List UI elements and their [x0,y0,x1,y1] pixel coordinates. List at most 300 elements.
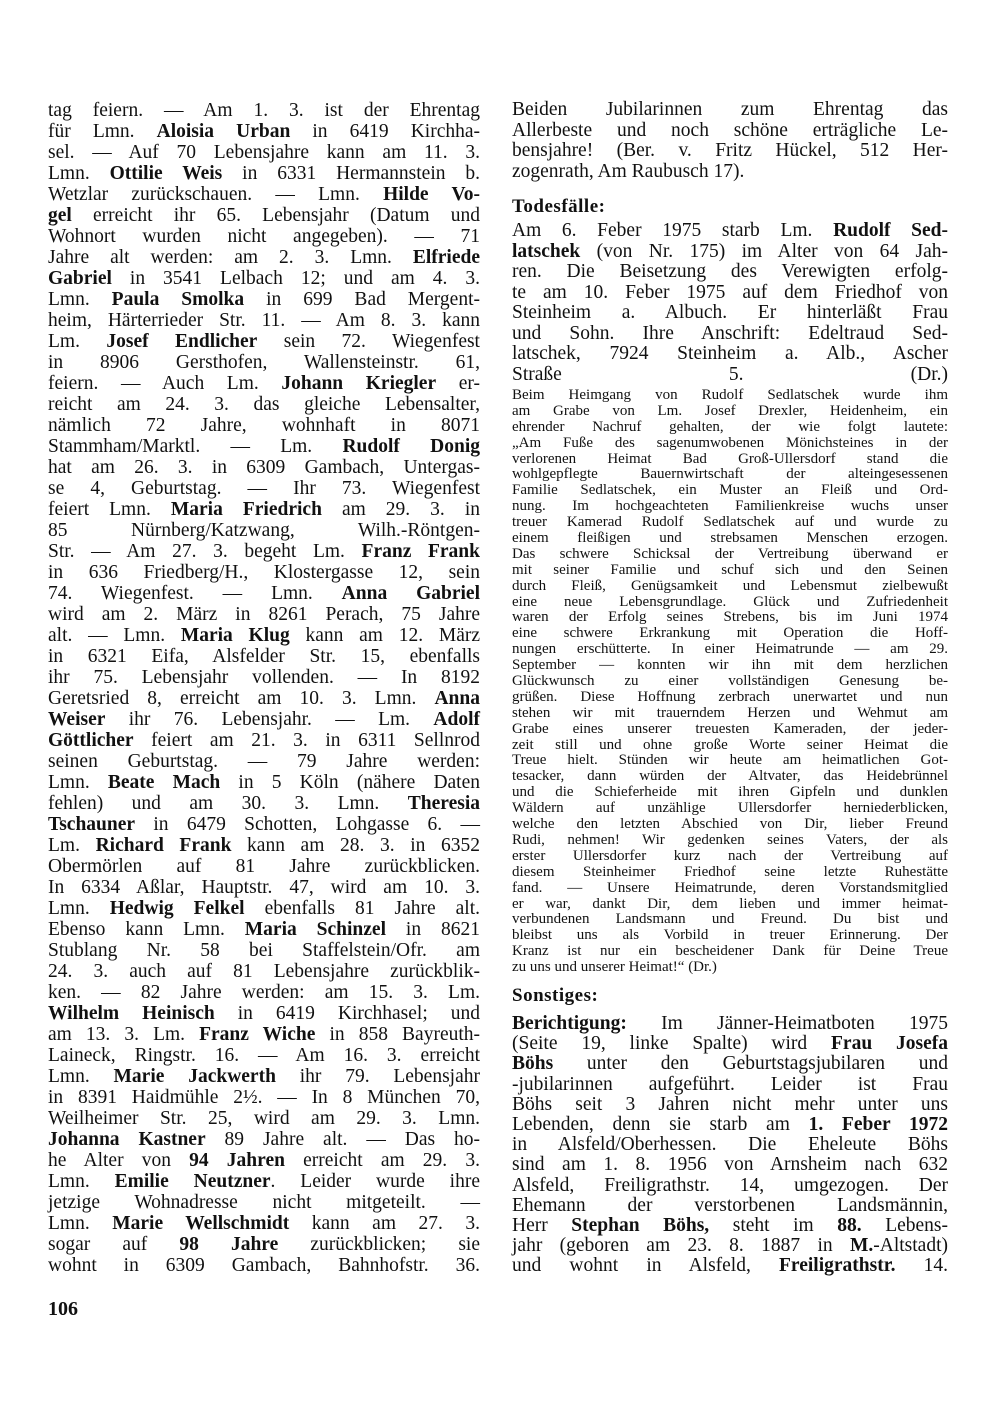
text-run: (von Nr. 175) im Alter von 64 Jah- [580,240,948,262]
bold-name: Maria Schinzel [244,919,386,940]
text-line [512,960,948,976]
text-line [48,394,480,415]
text-run: erster Ullersdorfer kurz nach der Vertreibung auf [512,847,948,864]
text-line [48,1045,480,1066]
text-run: Allerbeste und noch schöne erträgliche Le- [512,119,948,141]
text-line [48,121,480,142]
text-line [512,515,948,531]
text-run: feiert Lmn. [48,499,171,520]
text-line [48,562,480,583]
text-line [512,674,948,690]
text-run: sind am 1. 8. 1956 von Arnsheim nach 632 [512,1154,948,1176]
text-run: fehlen) und am 30. 3. Lmn. [48,793,408,814]
text-line [512,221,948,242]
text-run: Ebenso kann Lmn. [48,919,245,940]
text-line [512,912,948,928]
closing-wishes-paragraph [512,100,948,182]
text-line [48,268,480,289]
bold-name: Emilie Neutzner [114,1171,271,1192]
text-line [48,1171,480,1192]
bold-name: Wilhelm Heinisch [48,1003,215,1024]
text-line [512,722,948,738]
text-line [512,547,948,563]
text-run: in 6321 Eifa, Alsfelder Str. 15, ebenfalls [48,646,480,667]
text-run: Lmn. [48,898,110,919]
text-line [512,324,948,345]
text-run: diesem Steinheimer Friedhof seine letzte Ruhestätte [512,863,948,880]
bold-name: 1. Feber 1972 [808,1113,949,1135]
text-run: Lmn. [48,1171,115,1192]
text-run: feiert am 21. 3. in 6311 Sellnrod [133,730,480,751]
bold-name: Adolf [433,709,480,730]
bold-name: Marie Jackwerth [113,1066,276,1087]
text-run: in 636 Friedberg/H., Klostergasse 12, sein [48,562,480,583]
text-line [512,1155,948,1175]
text-run: kann am 28. 3. in 6352 [231,835,480,856]
text-run: Obermörlen auf 81 Jahre zurückblicken. [48,856,480,877]
text-line [512,563,948,579]
text-run: Beiden Jubilarinnen zum Ehrentag das [512,99,948,120]
text-line [512,404,948,420]
text-line [512,1176,948,1196]
text-run: Steinheim a. Albuch. Er hinterläßt Frau [512,302,948,323]
text-run: in 6419 Kirchhasel; und [214,1003,480,1024]
text-run: -Altstadt) [873,1235,948,1257]
text-line [512,1236,948,1256]
text-run: feiern. — Auch Lm. [48,373,282,394]
text-line [48,247,480,268]
text-run: Familie Sedlatschek, ein Muster an Fleiß und Ord- [512,482,948,499]
text-line [512,531,948,547]
text-line [48,541,480,562]
text-line [512,303,948,324]
text-line [512,1135,948,1155]
text-run: Böhs seit 3 Jahren nicht mehr unter uns [512,1093,948,1115]
text-line [512,121,948,142]
text-run: tag feiern. — Am 1. 3. ist der Ehrentag [48,100,480,121]
text-run: Lm. [48,331,107,352]
text-run: einem fleißigen und strebsamen Menschen erzogen. [512,530,948,547]
text-run: Lmn. [48,1213,113,1234]
text-run: hat am 26. 3. in 6309 Gambach, Untergas- [48,457,480,478]
bold-name: 94 Jahren [189,1150,285,1171]
text-run: er- [436,373,480,394]
text-run: Kranz ist nur ein bescheidener Dank für Deine Treue [512,943,948,960]
text-run: ihr 76. Lebensjahr. — Lm. [105,709,434,730]
text-line [48,961,480,982]
page-number: 106 [48,1298,78,1320]
bold-name: Beate Mach [107,772,221,793]
text-line [48,142,480,163]
text-line [512,162,948,183]
text-line [512,499,948,515]
text-run: bleibst uns als Vorbild in treuer Erinnerung. Der [512,927,948,944]
bold-name: Göttlicher [48,730,134,751]
text-line [512,1095,948,1115]
text-run: 74. Wiegenfest. — Lmn. [48,583,342,604]
text-run: verbundenen Landsmann und Freund. Du bist und [512,911,948,928]
text-run: jahr (geboren am 23. 8. 1887 in [512,1235,850,1257]
text-run: ihr 79. Lebensjahr [275,1066,480,1087]
text-line [512,1196,948,1216]
text-run: nung. Im hochgeachteten Familienkreise wuchs unser [512,498,948,515]
bold-name: Elfriede [412,247,480,268]
text-run: zurückblicken; sie [278,1234,480,1255]
text-line [48,100,480,121]
death-notice-paragraph [512,221,948,385]
bold-name: Berichtigung: [512,1013,627,1034]
bold-name: Ottilie Weis [109,163,223,184]
text-line [512,365,948,386]
text-run: 89 Jahre alt. — Das ho- [205,1129,480,1150]
text-run: alt. — Lmn. [48,625,181,646]
text-run: stehen wir mit trauerndem Herzen und Wehmut am [512,704,948,721]
text-run: welche den letzten Abschied von Dir, lieber Freund [512,816,948,833]
text-line [48,856,480,877]
bold-name: Böhs [512,1053,554,1075]
text-run: wohlgepflegte Bauernwirtschaft der alteingesessenen [512,466,948,483]
text-line [512,706,948,722]
text-run: Beim Heimgang von Rudolf Sedlatschek wurde ihm [512,387,948,403]
text-run: kann am 27. 3. [289,1213,480,1234]
text-line [512,817,948,833]
text-line [48,373,480,394]
text-line [48,310,480,331]
text-line [512,1075,948,1095]
text-line [48,772,480,793]
section-heading-sonstiges: Sonstiges: [512,985,599,1006]
text-run: latschek, 7924 Steinheim a. Alb., Ascher [512,343,948,364]
text-line [512,738,948,754]
text-line [48,814,480,835]
text-run: in 699 Bad Mergent- [244,289,480,310]
text-line [48,415,480,436]
bold-name: Johanna Kastner [48,1129,206,1150]
bold-name: Rudolf Sed- [833,220,948,241]
text-run: ihr 75. Lebensjahr vollenden. — In 8192 [48,667,480,688]
bold-name: 98 Jahre [179,1234,279,1255]
text-run: zu uns und unserer Heimat!“ (Dr.) [512,959,717,976]
text-run: in 8391 Haidmühle 2½. — In 8 München 70, [48,1087,480,1108]
text-line [512,452,948,468]
text-line [48,667,480,688]
text-run: in 8906 Gersthofen, Wallensteinstr. 61, [48,352,480,373]
text-line [512,283,948,304]
text-line [512,690,948,706]
text-run: „Am Fuße des sagenumwobenen Mönichsteines in der [512,434,948,451]
text-run: am Grabe von Lm. Josef Drexler, Heidenheim, ein [512,402,948,419]
text-line [512,944,948,960]
text-line [48,478,480,499]
text-run: ebenfalls 81 Jahre alt. [244,898,480,919]
text-run: am 13. 3. Lm. [48,1024,200,1045]
bold-name: Weiser [48,709,106,730]
text-line [48,709,480,730]
text-run: September — konnten wir ihn mit dem herzlichen [512,657,948,674]
text-run: Lm. [48,835,96,856]
text-run: verlorenen Heimat Bad Groß-Ullersdorf stand die [512,450,948,467]
text-line [48,1150,480,1171]
text-line [48,163,480,184]
text-run: für Lmn. [48,121,157,142]
text-run: er war, dankt Dir, dem lieben und immer heimat- [512,895,948,912]
text-run: Alsfeld, Freiligrathstr. 14, umgezogen. Der [512,1174,948,1196]
text-line [512,436,948,452]
text-run: nungen erschütterte. In einer Heimatrunde — am 29. [512,641,948,658]
text-run: zeit still und ohne große Worte seiner Heimat die [512,736,948,753]
text-run: wohnt in 6309 Gambach, Bahnhofstr. 36. [48,1255,480,1276]
text-run: nämlich 72 Jahre, wohnhaft in 8071 [48,415,480,436]
text-run: ehrender Nachruf gehalten, der wie folgt lautete: [512,418,948,435]
correction-paragraph [512,1014,948,1276]
text-line [48,1234,480,1255]
text-run: Lmn. [48,163,110,184]
text-line [48,940,480,961]
text-line [48,688,480,709]
text-run: Wäldern auf unzählige Ullersdorfer herniederblicken, [512,800,948,817]
text-line [48,331,480,352]
text-line [512,388,948,404]
text-run: Herr [512,1214,572,1236]
text-line [512,881,948,897]
text-run: Lebenden, denn sie starb am [512,1113,809,1135]
bold-name: Josef Endlicher [106,331,258,352]
text-run: sein 72. Wiegenfest [257,331,480,352]
text-run: Ehemann der verstorbenen Landsmännin, [512,1194,948,1216]
text-run: Rudi, nehmen! Wir gedenken seines Vaters, der als [512,831,948,848]
left-column-birthdays [48,100,480,1276]
text-line [512,849,948,865]
text-run: in 6331 Hermannstein b. [222,163,480,184]
text-line [512,753,948,769]
text-run: ken. — 82 Jahre werden: am 15. 3. Lm. [48,982,480,1003]
text-run: sel. — Auf 70 Lebensjahre kann am 11. 3. [48,142,480,163]
text-line [48,730,480,751]
section-heading-todesfaelle: Todesfälle: [512,196,606,217]
text-run: Stublang Nr. 58 bei Staffelstein/Ofr. am [48,940,480,961]
bold-name: Gabriel [48,268,112,289]
text-line [512,610,948,626]
text-line [512,1115,948,1135]
bold-name: Rudolf Donig [342,436,480,457]
text-run: Treue hielt. Stünden wir heute am heimatlichen Got- [512,752,948,769]
text-run: erreicht am 29. 3. [284,1150,480,1171]
text-run: Lmn. [48,772,108,793]
text-line [48,1066,480,1087]
text-run: Wetzlar zurückschauen. — Lmn. [48,184,384,205]
text-line [512,1054,948,1074]
bold-name: Maria Friedrich [170,499,322,520]
bold-name: Paula Smolka [111,289,245,310]
text-line [512,626,948,642]
text-line [512,1014,948,1034]
text-run: sogar auf [48,1234,180,1255]
text-line [48,835,480,856]
text-line [48,646,480,667]
text-line [48,604,480,625]
text-line [48,226,480,247]
text-run: und wohnt in Alsfeld, [512,1255,780,1277]
text-run: In 6334 Aßlar, Hauptstr. 47, wird am 10. 3. [48,877,480,898]
bold-name: gel [48,205,72,226]
text-run: (Seite 19, linke Spalte) wird [512,1033,832,1055]
text-line [48,1255,480,1276]
bold-name: Tschauner [48,814,136,835]
text-line [512,801,948,817]
text-run: kann am 12. März [289,625,480,646]
text-run: heim, Härterrieder Str. 11. — Am 8. 3. kann [48,310,480,331]
text-line [48,919,480,940]
text-run: bensjahre! (Ber. v. Fritz Hückel, 512 Her- [512,140,948,161]
text-line [48,877,480,898]
text-run: se 4, Geburtstag. — Ihr 73. Wiegenfest [48,478,480,499]
text-line [512,785,948,801]
text-line [512,579,948,595]
text-run: Geretsried 8, erreicht am 10. 3. Lmn. [48,688,435,709]
text-run: treuer Kamerad Rudolf Sedlatschek auf und wurde zu [512,514,948,531]
bold-name: latschek [512,240,581,262]
text-run: he Alter von [48,1150,190,1171]
text-run: grüßen. Diese Hoffnung zerbrach unerwartet und nun [512,688,948,705]
bold-name: Anna [434,688,480,709]
text-line [48,898,480,919]
text-line [512,1216,948,1236]
text-line [48,1087,480,1108]
text-line [512,344,948,365]
text-run: eine neue Lebensgrundlage. Glück und Zufriedenheit [512,593,948,610]
text-run: Lmn. [48,1066,114,1087]
text-run: zogenrath, Am Raubusch 17). [512,160,745,182]
text-line [48,1192,480,1213]
text-line [512,897,948,913]
text-line [512,642,948,658]
text-line [48,499,480,520]
text-run: Im Jänner-Heimatboten 1975 [626,1013,948,1034]
text-run: in 8621 [386,919,480,940]
text-line [48,1129,480,1150]
text-line [48,184,480,205]
bold-name: Maria Klug [180,625,290,646]
bold-name: 88. [837,1214,862,1236]
text-line [512,1034,948,1054]
text-line [512,467,948,483]
bold-name: Theresia [407,793,480,814]
bold-name: Frau Josefa [831,1033,949,1055]
text-line [48,436,480,457]
text-run: in 3541 Lelbach 12; und am 4. 3. [111,268,480,289]
text-run: unter den Geburtstagsjubilaren und [553,1053,948,1075]
text-run: Lebens- [861,1214,948,1236]
bold-name: Hedwig Felkel [109,898,245,919]
text-run: eine schwere Erkrankung mit Operation die Hoff- [512,625,948,642]
text-run: Grabe eines unserer treuesten Kameraden, der jeder- [512,720,948,737]
text-line [512,100,948,121]
text-run: in 5 Köln (nähere Daten [220,772,480,793]
text-line [48,205,480,226]
text-line [48,457,480,478]
text-line [512,769,948,785]
text-line [48,751,480,772]
text-run: wird am 2. März in 8261 Perach, 75 Jahre [48,604,480,625]
text-line [512,833,948,849]
text-run: reicht am 24. 3. das gleiche Lebensalter, [48,394,480,415]
text-run: steht im [709,1214,838,1236]
bold-name: Hilde Vo- [383,184,480,205]
text-line [512,595,948,611]
bold-name: M. [849,1235,874,1257]
text-run: und die Schieferheide mit ihren Gipfeln und dunklen [512,784,948,801]
text-run: Str. — Am 27. 3. begeht Lm. [48,541,362,562]
text-run: fand. — Unsere Heimatrunde, deren Vorstandsmitglied [512,879,948,896]
text-run: und Sohn. Ihre Anschrift: Edeltraud Sed- [512,322,948,344]
text-run: Laineck, Ringstr. 16. — Am 16. 3. erreicht [48,1045,480,1066]
text-line [512,928,948,944]
text-line [48,289,480,310]
text-run: -jubilarinnen aufgeführt. Leider ist Frau [512,1073,948,1095]
text-run: Am 6. Feber 1975 starb Lm. [512,220,834,241]
text-run: erreicht ihr 65. Lebensjahr (Datum und [71,205,480,226]
text-line [512,865,948,881]
text-line [48,625,480,646]
bold-name: Johann Kriegler [281,373,437,394]
bold-name: Freiligrathstr. [779,1255,896,1277]
text-line [512,483,948,499]
text-run: waren der Erfolg seines Strebens, bis im Juni 1974 [512,609,948,626]
text-run: . Leider wurde ihre [270,1171,480,1192]
bold-name: Anna Gabriel [341,583,480,604]
text-line [48,352,480,373]
text-run: in 858 Bayreuth- [315,1024,481,1045]
text-run: Glückwunsch zu einer vollständigen Genesung be- [512,673,948,690]
bold-name: Richard Frank [95,835,232,856]
bold-name: Marie Wellschmidt [112,1213,290,1234]
bold-name: Franz Wiche [199,1024,316,1045]
text-run: Jahre alt werden: am 2. 3. Lmn. [48,247,413,268]
text-run: jetzige Wohnadresse nicht mitgeteilt. — [48,1192,480,1213]
bold-name: Stephan Böhs, [571,1214,710,1236]
text-run: Wohnort wurden nicht angegeben). — 71 [48,226,480,247]
text-line [512,420,948,436]
text-line [512,262,948,283]
text-run: 85 Nürnberg/Katzwang, Wilh.-Röntgen- [48,520,480,541]
text-run: Straße 5. (Dr.) [512,363,948,385]
text-run: in 6479 Schotten, Lohgasse 6. — [135,814,480,835]
text-line [48,583,480,604]
text-line [48,1003,480,1024]
text-run: durch Fleiß, Genügsamkeit und Lebensmut zielbewußt [512,577,948,594]
text-run: in Alsfeld/Oberhessen. Die Eheleute Böhs [512,1134,948,1156]
text-line [48,1213,480,1234]
text-run: ren. Die Beisetzung des Verewigten erfolg- [512,261,948,282]
text-line [48,1108,480,1129]
text-run: te am 10. Feber 1975 auf dem Friedhof von [512,281,948,303]
text-line [512,242,948,263]
text-line [512,1256,948,1276]
text-line [512,141,948,162]
text-line [48,1024,480,1045]
eulogy-paragraph [512,388,948,976]
text-line [48,982,480,1003]
text-run: am 29. 3. in [321,499,480,520]
text-line [48,520,480,541]
text-run: tesacker, dann würden der Altvater, das Heidebrünnel [512,768,948,785]
text-run: Das schwere Schicksal der Vertreibung überwand er [512,545,948,562]
bold-name: Franz Frank [361,541,480,562]
text-run: Stammham/Marktl. — Lm. [48,436,343,457]
text-run: Weilheimer Str. 25, wird am 29. 3. Lmn. [48,1108,480,1129]
text-run: Lmn. [48,289,112,310]
text-run: 14. [895,1255,949,1277]
